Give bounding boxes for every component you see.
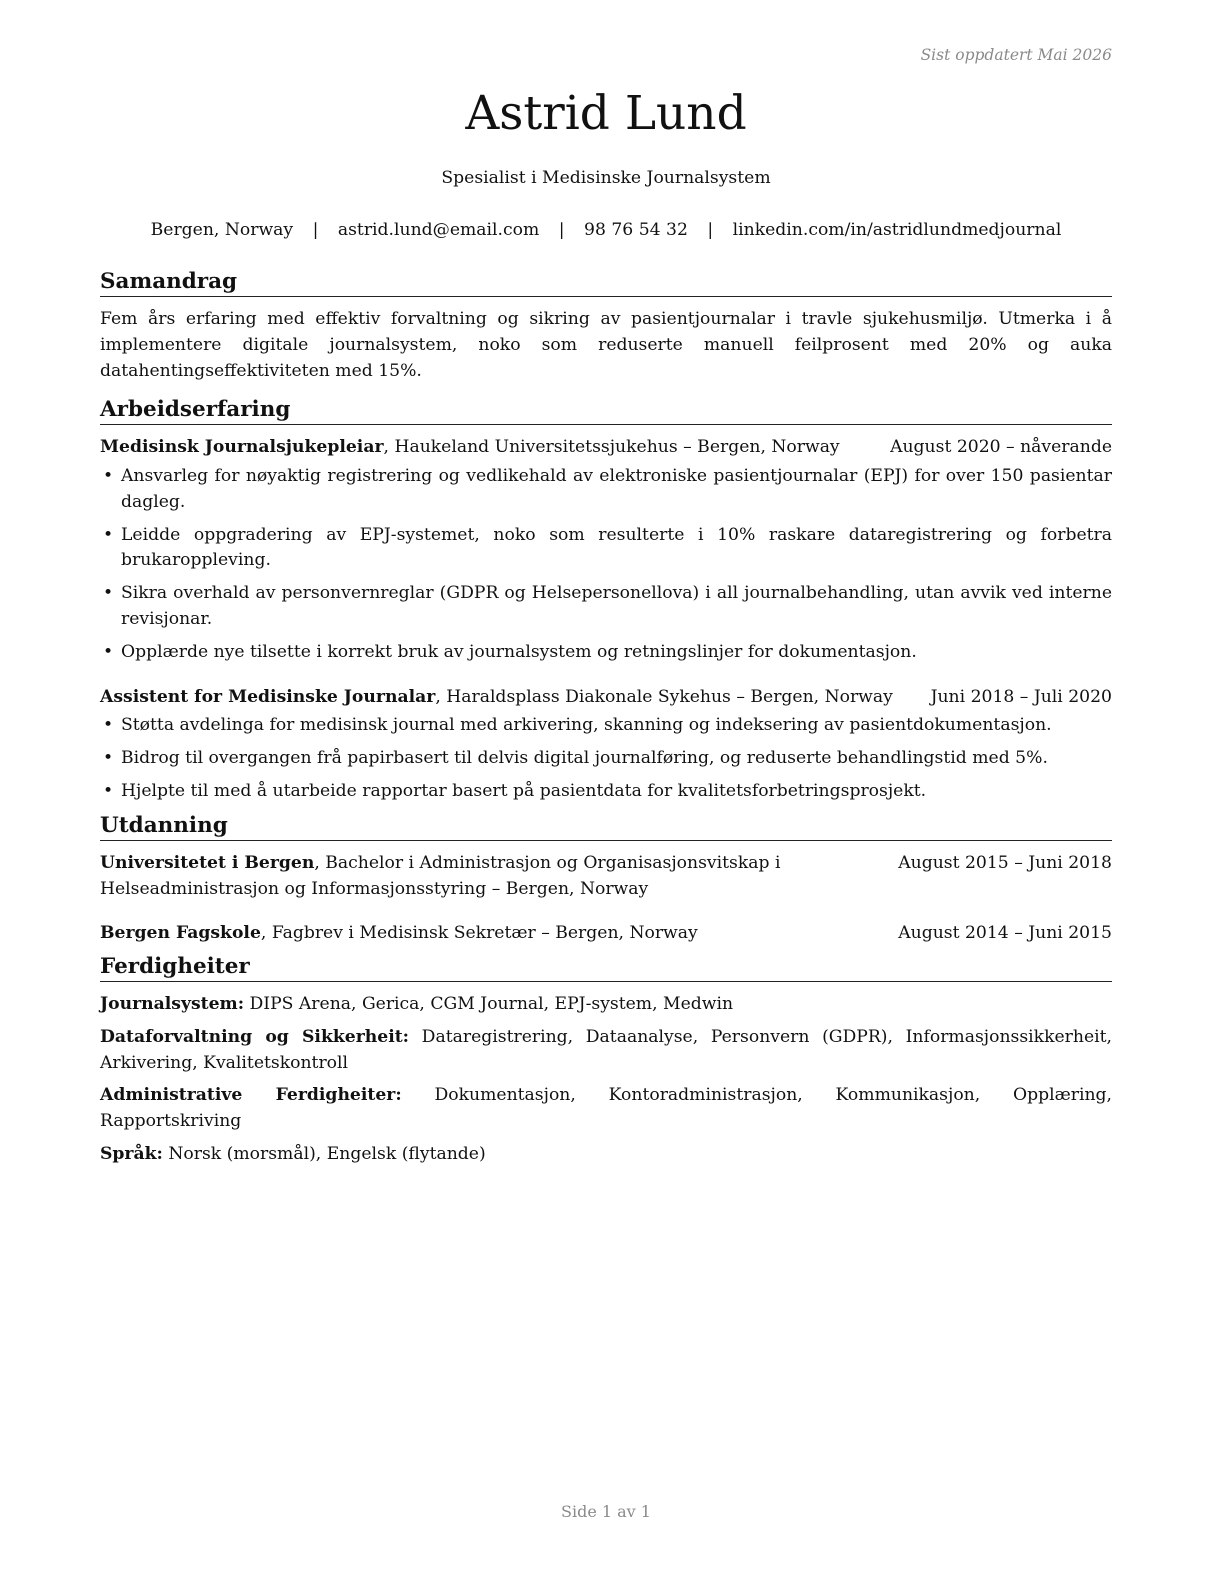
section-heading: Samandrag [100, 268, 1112, 297]
contact-location: Bergen, Norway [150, 220, 294, 240]
contact-email[interactable]: astrid.lund@email.com [337, 220, 540, 240]
job-role: Assistent for Medisinske Journalar [100, 686, 436, 707]
list-item: • Ansvarleg for nøyaktig registrering og vedlikehald av elektroniske pasientjournalar (EPJ) for over 150 pasientar dagleg. [100, 464, 1112, 516]
skill-value: DIPS Arena, Gerica, CGM Journal, EPJ-system, Medwin [244, 994, 734, 1015]
resume-content [100, 268, 1112, 1175]
education-dates: August 2014 – Juni 2015 [898, 923, 1112, 944]
list-item: • Leidde oppgradering av EPJ-systemet, noko som resulterte i 10% raskare dataregistrering og forbetra brukaroppleving. [100, 523, 1112, 575]
contact-separator: | [312, 220, 319, 240]
candidate-title: Spesialist i Medisinske Journalsystem [441, 168, 771, 188]
section-heading: Ferdigheiter [100, 953, 1112, 982]
job-bullets [100, 464, 1112, 666]
education-detail: , Bachelor i Administrasjon og Organisasjonsvitskap i Helseadministrasjon og Informasjonsstyring – Bergen, Norway [100, 852, 781, 899]
skill-group [100, 1025, 1112, 1077]
job-header [100, 435, 1112, 461]
resume-page [100, 0, 1112, 1584]
education-header [100, 921, 1112, 947]
section-heading: Utdanning [100, 812, 1112, 841]
education-header [100, 851, 1112, 903]
job-employer: , Haukeland Universitetssjukehus – Bergen, Norway [383, 437, 840, 458]
job-bullets [100, 713, 1112, 804]
job-dates: August 2020 – nåverande [890, 437, 1112, 458]
skill-group [100, 1142, 1112, 1168]
education-title-line [100, 851, 880, 903]
job-dates: Juni 2018 – Juli 2020 [930, 686, 1112, 707]
list-item: • Bidrog til overgangen frå papirbasert til delvis digital journalføring, og reduserte behandlingstid med 5%. [100, 746, 1112, 772]
job-title-line [100, 435, 872, 461]
skill-label: Journalsystem: [100, 994, 245, 1015]
candidate-name: Astrid Lund [465, 86, 747, 141]
contact-linkedin[interactable]: linkedin.com/in/astridlundmedjournal [732, 220, 1062, 240]
contact-separator: | [707, 220, 714, 240]
page-number: Side 1 av 1 [561, 1502, 651, 1521]
skill-value: Norsk (morsmål), Engelsk (flytande) [162, 1144, 486, 1165]
list-item: • Sikra overhald av personvernreglar (GDPR og Helsepersonellova) i all journalbehandling, utan avvik ved interne revisjonar. [100, 581, 1112, 633]
skill-group [100, 1083, 1112, 1135]
education-dates: August 2015 – Juni 2018 [898, 852, 1112, 873]
education-school: Universitetet i Bergen [100, 852, 315, 873]
skill-label: Dataforvaltning og Sikkerheit: [100, 1026, 410, 1047]
contact-line [100, 218, 1112, 244]
summary-section [100, 268, 1112, 384]
skill-group [100, 992, 1112, 1018]
list-item: • Støtta avdelinga for medisinsk journal med arkivering, skanning og indeksering av pasientdokumentasjon. [100, 713, 1112, 739]
job-header [100, 685, 1112, 711]
job-entry [100, 685, 1112, 805]
contact-phone: 98 76 54 32 [584, 220, 688, 240]
skill-label: Administrative Ferdigheiter: [100, 1085, 402, 1106]
job-title-line [100, 685, 913, 711]
last-updated: Sist oppdatert Mai 2026 [920, 46, 1112, 64]
skill-label: Språk: [100, 1144, 163, 1165]
skill-value: Dataregistrering, Dataanalyse, Personvern (GDPR), Informasjonssikkerheit, Arkivering, Kvalitetskontroll [100, 1026, 1112, 1073]
experience-section [100, 396, 1112, 805]
contact-separator: | [558, 220, 565, 240]
job-role: Medisinsk Journalsjukepleiar [100, 437, 384, 458]
list-item: • Hjelpte til med å utarbeide rapportar basert på pasientdata for kvalitetsforbetringsprosjekt. [100, 779, 1112, 805]
job-entry [100, 435, 1112, 665]
education-detail: , Fagbrev i Medisinsk Sekretær – Bergen, Norway [260, 923, 698, 944]
education-entry [100, 851, 1112, 903]
list-item: • Opplærde nye tilsette i korrekt bruk av journalsystem og retningslinjer for dokumentasjon. [100, 640, 1112, 666]
skills-section [100, 953, 1112, 1168]
education-school: Bergen Fagskole [100, 923, 261, 944]
skill-value: Dokumentasjon, Kontoradministrasjon, Kommunikasjon, Opplæring, Rapportskriving [100, 1085, 1113, 1132]
education-title-line [100, 921, 880, 947]
education-entry [100, 921, 1112, 947]
summary-text: Fem års erfaring med effektiv forvaltning og sikring av pasientjournalar i travle sjukehusmiljø. Utmerka i å implementere digitale journalsystem, noko som reduserte manuell feilprosent med 20% og auka datahentingseffektiviteten med 15%. [100, 308, 1112, 381]
job-employer: , Haraldsplass Diakonale Sykehus – Bergen, Norway [435, 686, 893, 707]
education-section [100, 812, 1112, 947]
section-heading: Arbeidserfaring [100, 396, 1112, 425]
